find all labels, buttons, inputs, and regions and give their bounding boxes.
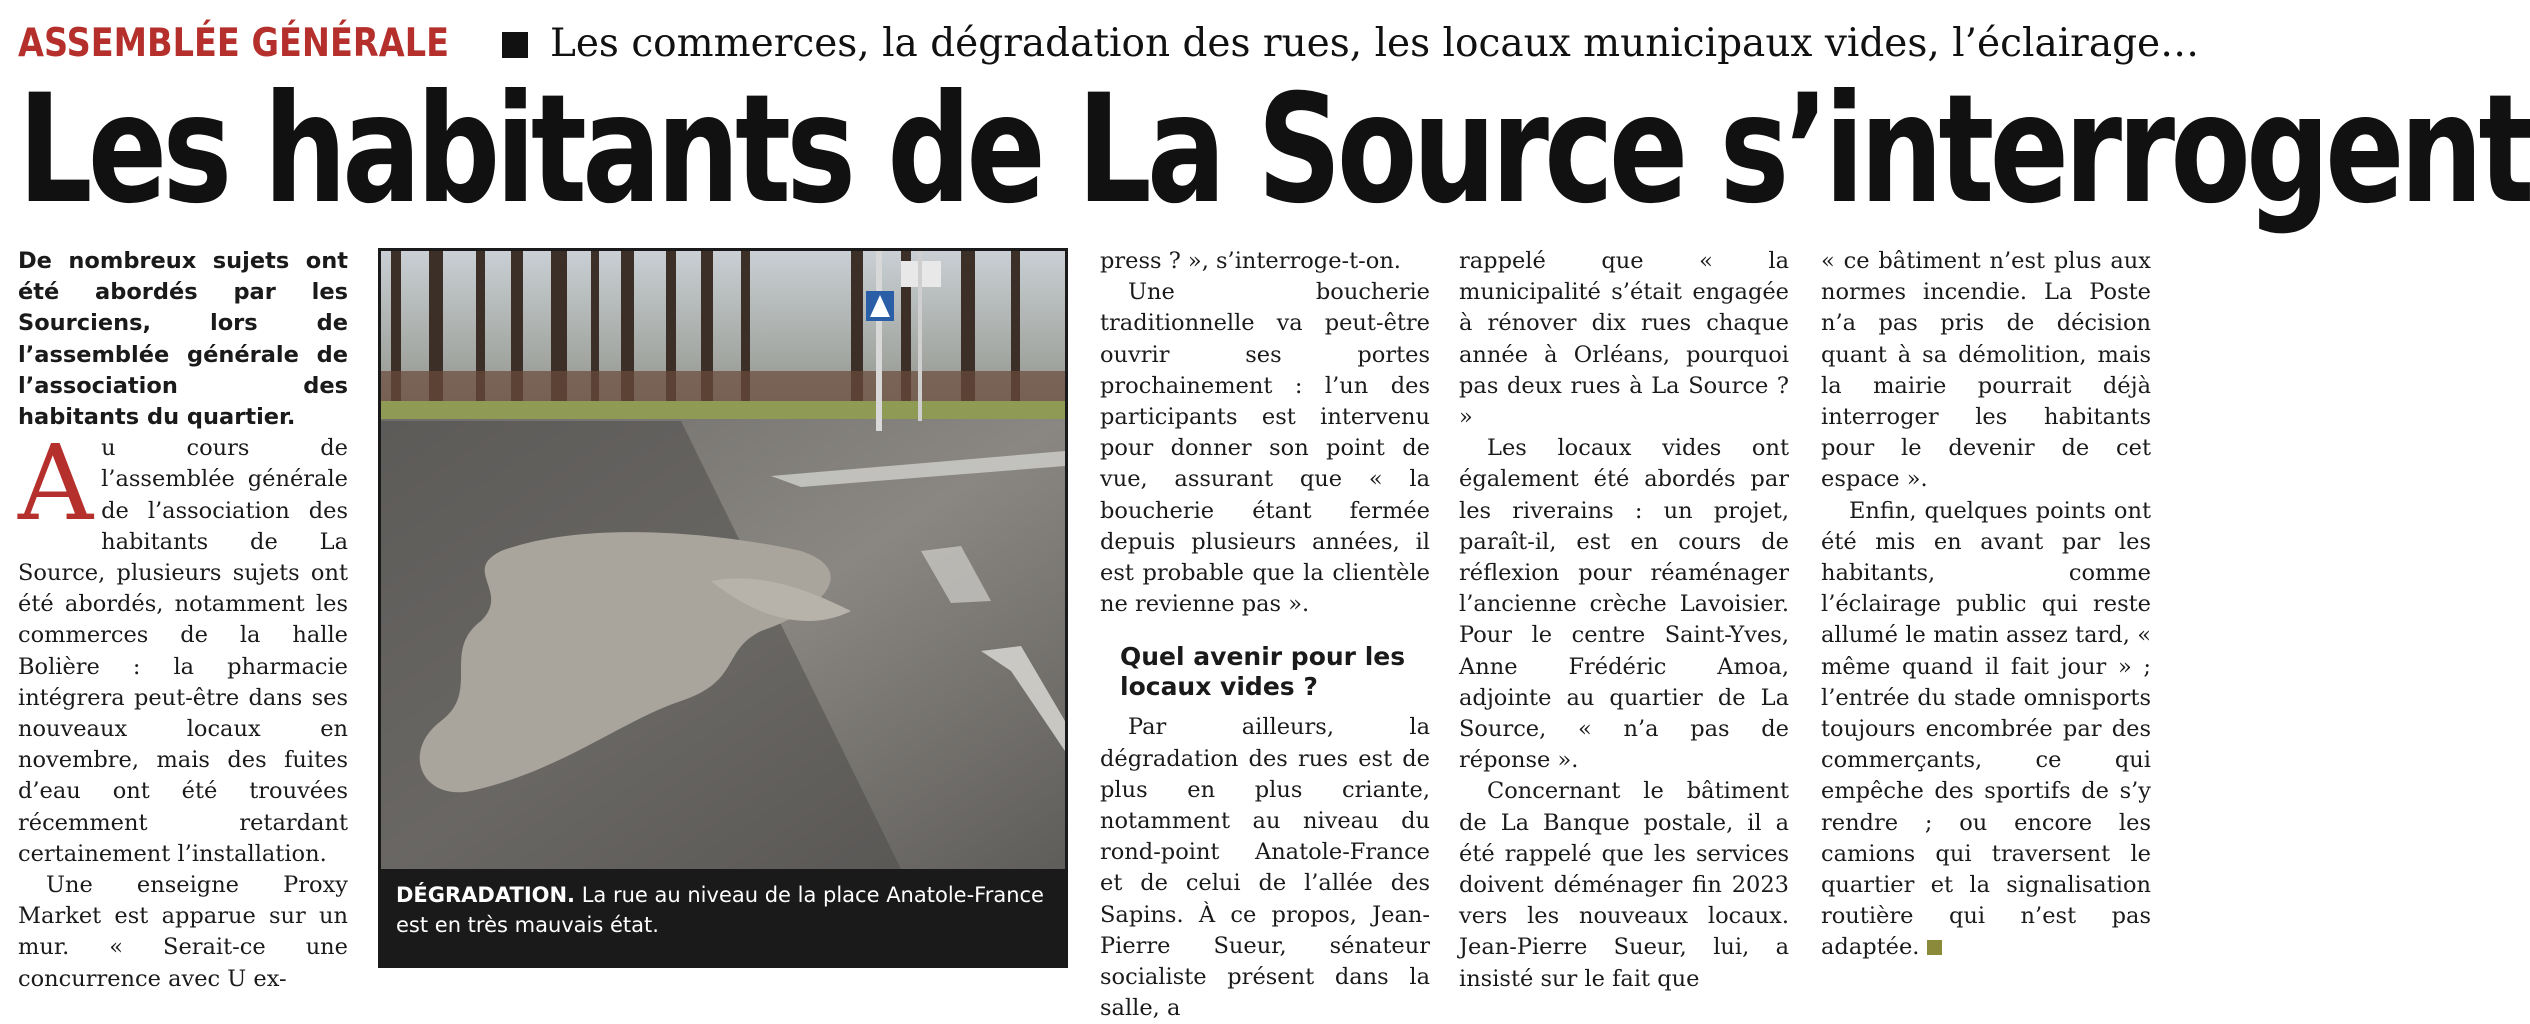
paragraph: « ce bâtiment n’est plus aux normes incendie. La Poste n’a pas pris de décision quant à sa démolition, mais la mairie pourrait déjà interroger les habitants pour le devenir de cet espace ». — [1821, 248, 2151, 493]
photo-caption — [396, 880, 1051, 940]
section-label: ASSEMBLÉE GÉNÉRALE — [18, 21, 449, 66]
chapo: De nombreux sujets ont été abordés par les Sourciens, lors de l’assemblée générale de l’association des habitants du quartier. — [18, 248, 348, 431]
article-photo — [378, 248, 1068, 968]
paragraph: press ? », s’interroge-t-on. — [1100, 248, 1401, 274]
drop-cap: A — [18, 422, 94, 545]
paragraph — [1821, 496, 2151, 964]
paragraph: Une boucherie traditionnelle va peut-être ouvrir ses portes prochainement : l’un des participants est intervenu pour donner son point de vue, assurant que « la boucherie étant fermée depuis plusieurs années, il est probable que la clientèle ne revienne pas ». — [1100, 279, 1430, 618]
paragraph: Concernant le bâtiment de La Banque postale, il a été rappelé que les services doivent déménager fin 2023 vers les nouveaux locaux. Jean-Pierre Sueur, lui, a insisté sur le fait que — [1459, 778, 1789, 992]
article-column-3 — [1100, 246, 1430, 1022]
road-photo-image — [381, 251, 1065, 869]
intertitle: Quel avenir pour les locaux vides ? — [1120, 642, 1406, 702]
caption-text: La rue au niveau de la place Anatole-France est en très mauvais état. — [396, 883, 1044, 937]
article-column-5 — [1821, 246, 2151, 976]
paragraph-text: Enfin, quelques points ont été mis en avant par les habitants, comme l’éclairage public qui reste allumé le matin assez tard, « même quand il fait jour » ; l’entrée du stade omnisports toujours encombrée par des commerçants, ce qui empêche des sportifs de s’y rendre ; ou encore les camions qui traversent le quartier et la signalisation routière qui n’est pas adaptée. — [1821, 497, 2151, 961]
paragraph: Une enseigne Proxy Market est apparue sur un mur. « Serait-ce une concurrence avec U ex- — [18, 872, 348, 992]
article-column-1 — [18, 246, 348, 992]
caption-label: DÉGRADATION. — [396, 883, 576, 907]
kicker-text: Les commerces, la dégradation des rues, les locaux municipaux vides, l’éclairage… — [549, 21, 2200, 66]
article-column-4 — [1459, 246, 1789, 992]
end-mark-icon — [1927, 940, 1942, 955]
paragraph: rappelé que « la municipalité s’était engagée à rénover dix rues chaque année à Orléans, pourquoi pas deux rues à La Source ? » — [1459, 248, 1789, 431]
paragraph-text: u cours de l’assemblée générale de l’association des habitants de La Source, plusieurs sujets ont été abordés, notamment les commerces de la halle Bolière : la pharmacie intégrera peut-être dans ses nouveaux locaux en novembre, mais des fuites d’eau ont été trouvées récemment retardant certainement l’installation. — [18, 435, 348, 867]
paragraph: Les locaux vides ont également été abordés par les riverains : un projet, paraît-il, est en cours de réflexion pour réaménager l’ancienne crèche Lavoisier. Pour le centre Saint-Yves, Anne Frédéric Amoa, adjointe au quartier de La Source, « n’a pas de réponse ». — [1459, 435, 1789, 774]
headline: Les habitants de La Source s’interrogent — [18, 63, 2530, 237]
square-bullet-icon — [502, 32, 528, 58]
paragraph: Par ailleurs, la dégradation des rues est de plus en plus criante, notamment au niveau du rond-point Anatole-France et de celui de l’allée des Sapins. À ce propos, Jean-Pierre Sueur, sénateur socialiste présent dans la salle, a — [1100, 714, 1430, 1022]
paragraph — [18, 422, 348, 870]
